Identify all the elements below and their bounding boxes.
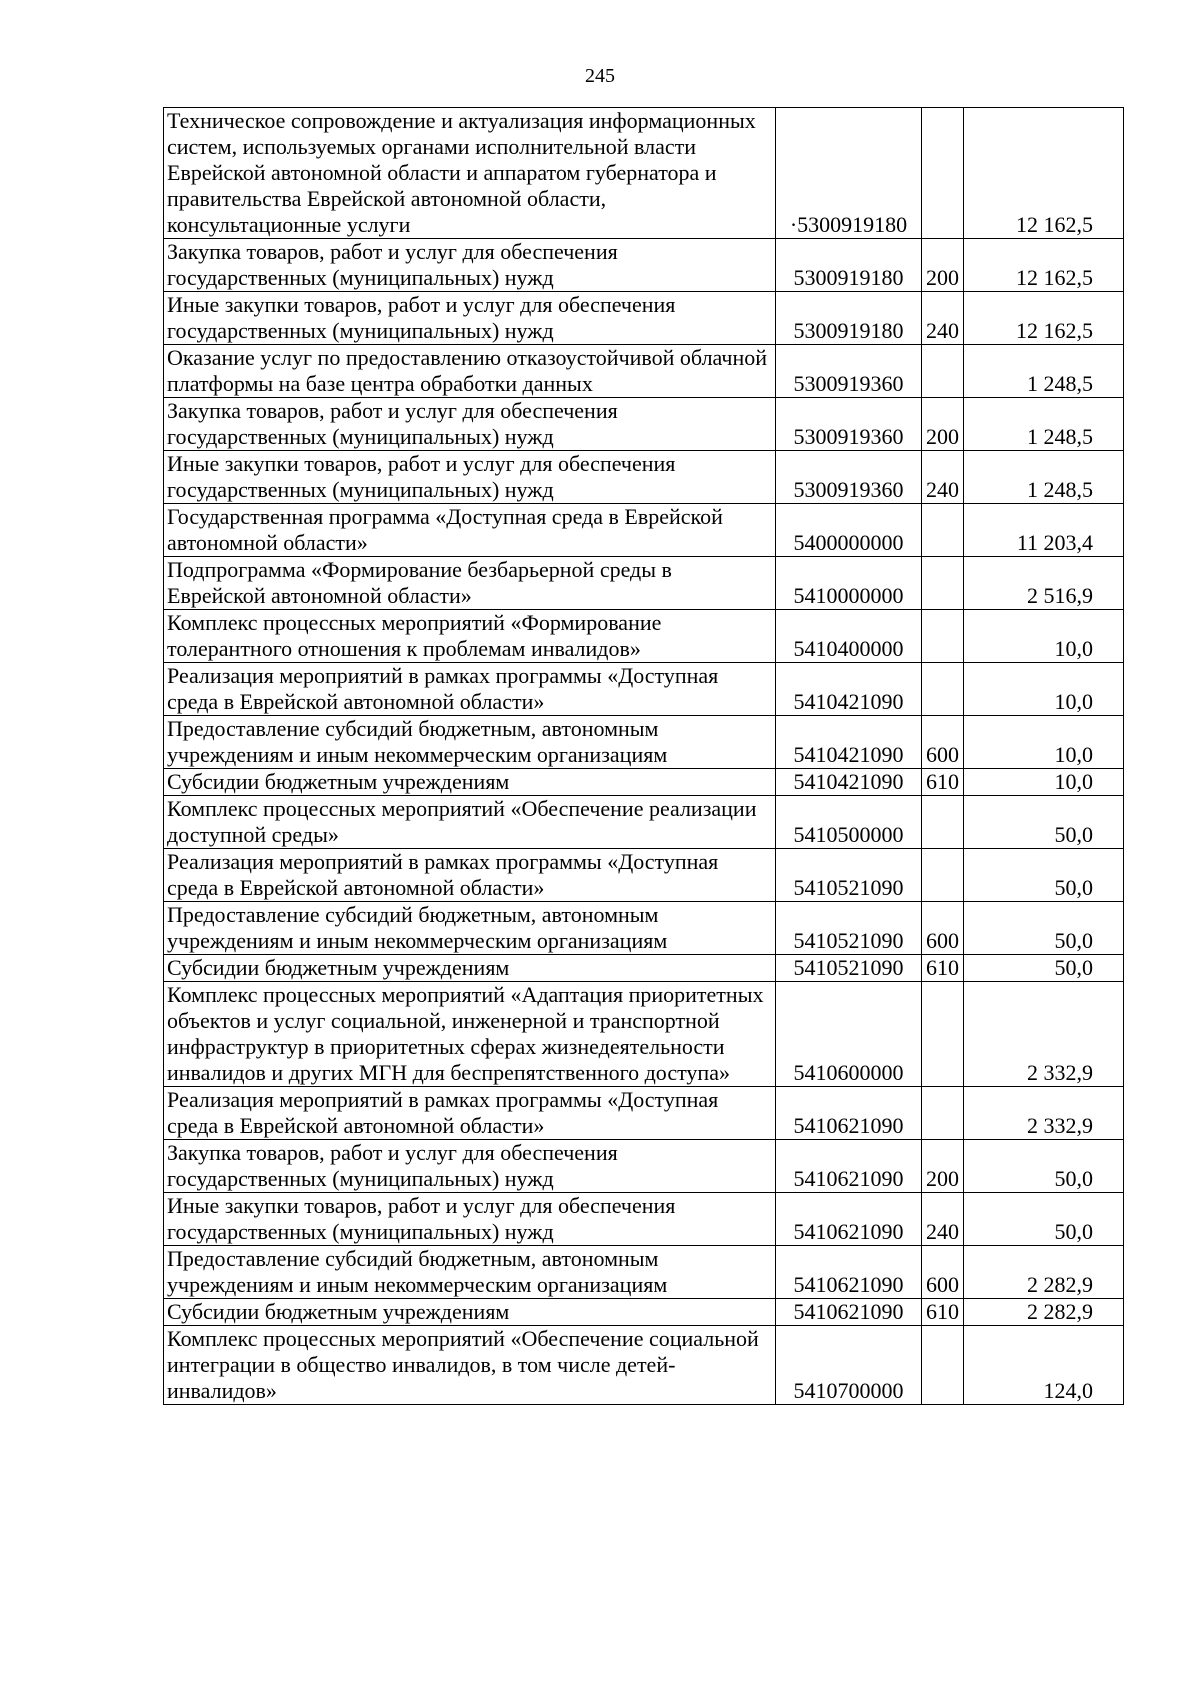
row-name-cell: Предоставление субсидий бюджетным, автономным учреждениям и иным некоммерческим организациям: [164, 716, 776, 769]
row-expense-type-cell: 200: [922, 398, 964, 451]
row-expense-type-cell: 240: [922, 292, 964, 345]
row-amount-cell: 2 332,9: [964, 982, 1124, 1087]
row-name-cell: Закупка товаров, работ и услуг для обеспечения государственных (муниципальных) нужд: [164, 398, 776, 451]
row-name-cell: Субсидии бюджетным учреждениям: [164, 955, 776, 982]
row-amount-cell: 50,0: [964, 1140, 1124, 1193]
page-number: 245: [585, 65, 615, 87]
row-expense-type-cell: [922, 849, 964, 902]
row-expense-type-cell: 240: [922, 451, 964, 504]
row-name-cell: Реализация мероприятий в рамках программы «Доступная среда в Еврейской автономной области»: [164, 663, 776, 716]
row-amount-cell: 10,0: [964, 769, 1124, 796]
row-target-article-cell: 5410521090: [776, 955, 922, 982]
row-target-article-cell: 5300919360: [776, 345, 922, 398]
table-row: [164, 849, 1124, 902]
row-amount-cell: 124,0: [964, 1326, 1124, 1405]
row-expense-type-cell: [922, 796, 964, 849]
row-name-cell: Иные закупки товаров, работ и услуг для обеспечения государственных (муниципальных) нужд: [164, 292, 776, 345]
row-name-cell: Предоставление субсидий бюджетным, автономным учреждениям и иным некоммерческим организациям: [164, 902, 776, 955]
table-row: [164, 108, 1124, 239]
row-target-article-cell: 5410500000: [776, 796, 922, 849]
row-target-article-cell: 5410521090: [776, 849, 922, 902]
row-expense-type-cell: 610: [922, 769, 964, 796]
table-row: [164, 796, 1124, 849]
table-row: [164, 239, 1124, 292]
table-row: [164, 663, 1124, 716]
row-amount-cell: 1 248,5: [964, 398, 1124, 451]
row-target-article-cell: 5410421090: [776, 769, 922, 796]
row-target-article-cell: 5400000000: [776, 504, 922, 557]
row-target-article-cell: 5410621090: [776, 1246, 922, 1299]
row-target-article-cell: 5410700000: [776, 1326, 922, 1405]
row-name-cell: Комплекс процессных мероприятий «Адаптация приоритетных объектов и услуг социальной, инженерной и транспортной инфраструктур в приоритетных сферах жизнедеятельности инвалидов и других МГН для беспрепятственного доступа»: [164, 982, 776, 1087]
table-row: [164, 1140, 1124, 1193]
row-amount-cell: 12 162,5: [964, 108, 1124, 239]
row-amount-cell: 50,0: [964, 1193, 1124, 1246]
row-name-cell: Техническое сопровождение и актуализация информационных систем, используемых органами исполнительной власти Еврейской автономной области и аппаратом губернатора и правительства Еврейской автономной области, консультационные услуги: [164, 108, 776, 239]
row-target-article-cell: 5300919180: [776, 239, 922, 292]
row-expense-type-cell: 610: [922, 1299, 964, 1326]
row-expense-type-cell: [922, 610, 964, 663]
row-expense-type-cell: 240: [922, 1193, 964, 1246]
table-row: [164, 769, 1124, 796]
row-amount-cell: 12 162,5: [964, 292, 1124, 345]
row-expense-type-cell: [922, 663, 964, 716]
row-expense-type-cell: [922, 982, 964, 1087]
table-row: [164, 716, 1124, 769]
row-name-cell: Подпрограмма «Формирование безбарьерной среды в Еврейской автономной области»: [164, 557, 776, 610]
table-row: [164, 610, 1124, 663]
row-target-article-cell: 5410621090: [776, 1299, 922, 1326]
row-amount-cell: 50,0: [964, 902, 1124, 955]
row-amount-cell: 50,0: [964, 796, 1124, 849]
row-amount-cell: 2 332,9: [964, 1087, 1124, 1140]
budget-table: [163, 107, 1124, 1405]
row-amount-cell: 2 282,9: [964, 1299, 1124, 1326]
row-name-cell: Комплекс процессных мероприятий «Обеспечение социальной интеграции в общество инвалидов, в том числе детей-инвалидов»: [164, 1326, 776, 1405]
table-row: [164, 504, 1124, 557]
row-expense-type-cell: 200: [922, 239, 964, 292]
table-row: [164, 557, 1124, 610]
row-amount-cell: 12 162,5: [964, 239, 1124, 292]
row-expense-type-cell: 200: [922, 1140, 964, 1193]
row-expense-type-cell: [922, 557, 964, 610]
row-expense-type-cell: [922, 345, 964, 398]
row-name-cell: Закупка товаров, работ и услуг для обеспечения государственных (муниципальных) нужд: [164, 239, 776, 292]
table-row: [164, 451, 1124, 504]
table-row: [164, 1193, 1124, 1246]
table-row: [164, 1246, 1124, 1299]
row-amount-cell: 11 203,4: [964, 504, 1124, 557]
row-expense-type-cell: [922, 504, 964, 557]
row-name-cell: Реализация мероприятий в рамках программы «Доступная среда в Еврейской автономной области»: [164, 849, 776, 902]
row-name-cell: Комплекс процессных мероприятий «Формирование толерантного отношения к проблемам инвалидов»: [164, 610, 776, 663]
row-expense-type-cell: 600: [922, 1246, 964, 1299]
row-amount-cell: 50,0: [964, 955, 1124, 982]
row-name-cell: Предоставление субсидий бюджетным, автономным учреждениям и иным некоммерческим организациям: [164, 1246, 776, 1299]
row-target-article-cell: 5410421090: [776, 716, 922, 769]
table-row: [164, 345, 1124, 398]
row-amount-cell: 10,0: [964, 663, 1124, 716]
row-expense-type-cell: [922, 108, 964, 239]
row-target-article-cell: 5300919360: [776, 451, 922, 504]
row-amount-cell: 50,0: [964, 849, 1124, 902]
table-row: [164, 1087, 1124, 1140]
row-name-cell: Государственная программа «Доступная среда в Еврейской автономной области»: [164, 504, 776, 557]
table-row: [164, 1326, 1124, 1405]
row-expense-type-cell: [922, 1087, 964, 1140]
table-row: [164, 902, 1124, 955]
row-target-article-cell: 5410621090: [776, 1140, 922, 1193]
row-name-cell: Реализация мероприятий в рамках программы «Доступная среда в Еврейской автономной области»: [164, 1087, 776, 1140]
table-row: [164, 982, 1124, 1087]
row-name-cell: Комплекс процессных мероприятий «Обеспечение реализации доступной среды»: [164, 796, 776, 849]
row-target-article-cell: 5300919360: [776, 398, 922, 451]
row-name-cell: Оказание услуг по предоставлению отказоустойчивой облачной платформы на базе центра обработки данных: [164, 345, 776, 398]
row-name-cell: Субсидии бюджетным учреждениям: [164, 1299, 776, 1326]
row-name-cell: Иные закупки товаров, работ и услуг для обеспечения государственных (муниципальных) нужд: [164, 1193, 776, 1246]
row-name-cell: Субсидии бюджетным учреждениям: [164, 769, 776, 796]
table-row: [164, 955, 1124, 982]
row-name-cell: Закупка товаров, работ и услуг для обеспечения государственных (муниципальных) нужд: [164, 1140, 776, 1193]
row-amount-cell: 1 248,5: [964, 345, 1124, 398]
table-row: [164, 398, 1124, 451]
row-expense-type-cell: 600: [922, 902, 964, 955]
row-target-article-cell: 5410521090: [776, 902, 922, 955]
row-target-article-cell: 5410621090: [776, 1193, 922, 1246]
row-amount-cell: 10,0: [964, 716, 1124, 769]
table-body: [164, 108, 1124, 1405]
row-amount-cell: 10,0: [964, 610, 1124, 663]
row-amount-cell: 2 516,9: [964, 557, 1124, 610]
row-target-article-cell: 5300919180: [776, 292, 922, 345]
row-expense-type-cell: 600: [922, 716, 964, 769]
row-target-article-cell: 5410000000: [776, 557, 922, 610]
row-expense-type-cell: 610: [922, 955, 964, 982]
row-target-article-cell: 5410421090: [776, 663, 922, 716]
row-expense-type-cell: [922, 1326, 964, 1405]
row-target-article-cell: 5410600000: [776, 982, 922, 1087]
table-row: [164, 292, 1124, 345]
row-target-article-cell: ·5300919180: [776, 108, 922, 239]
row-target-article-cell: 5410400000: [776, 610, 922, 663]
row-amount-cell: 2 282,9: [964, 1246, 1124, 1299]
table-row: [164, 1299, 1124, 1326]
row-name-cell: Иные закупки товаров, работ и услуг для обеспечения государственных (муниципальных) нужд: [164, 451, 776, 504]
row-amount-cell: 1 248,5: [964, 451, 1124, 504]
row-target-article-cell: 5410621090: [776, 1087, 922, 1140]
